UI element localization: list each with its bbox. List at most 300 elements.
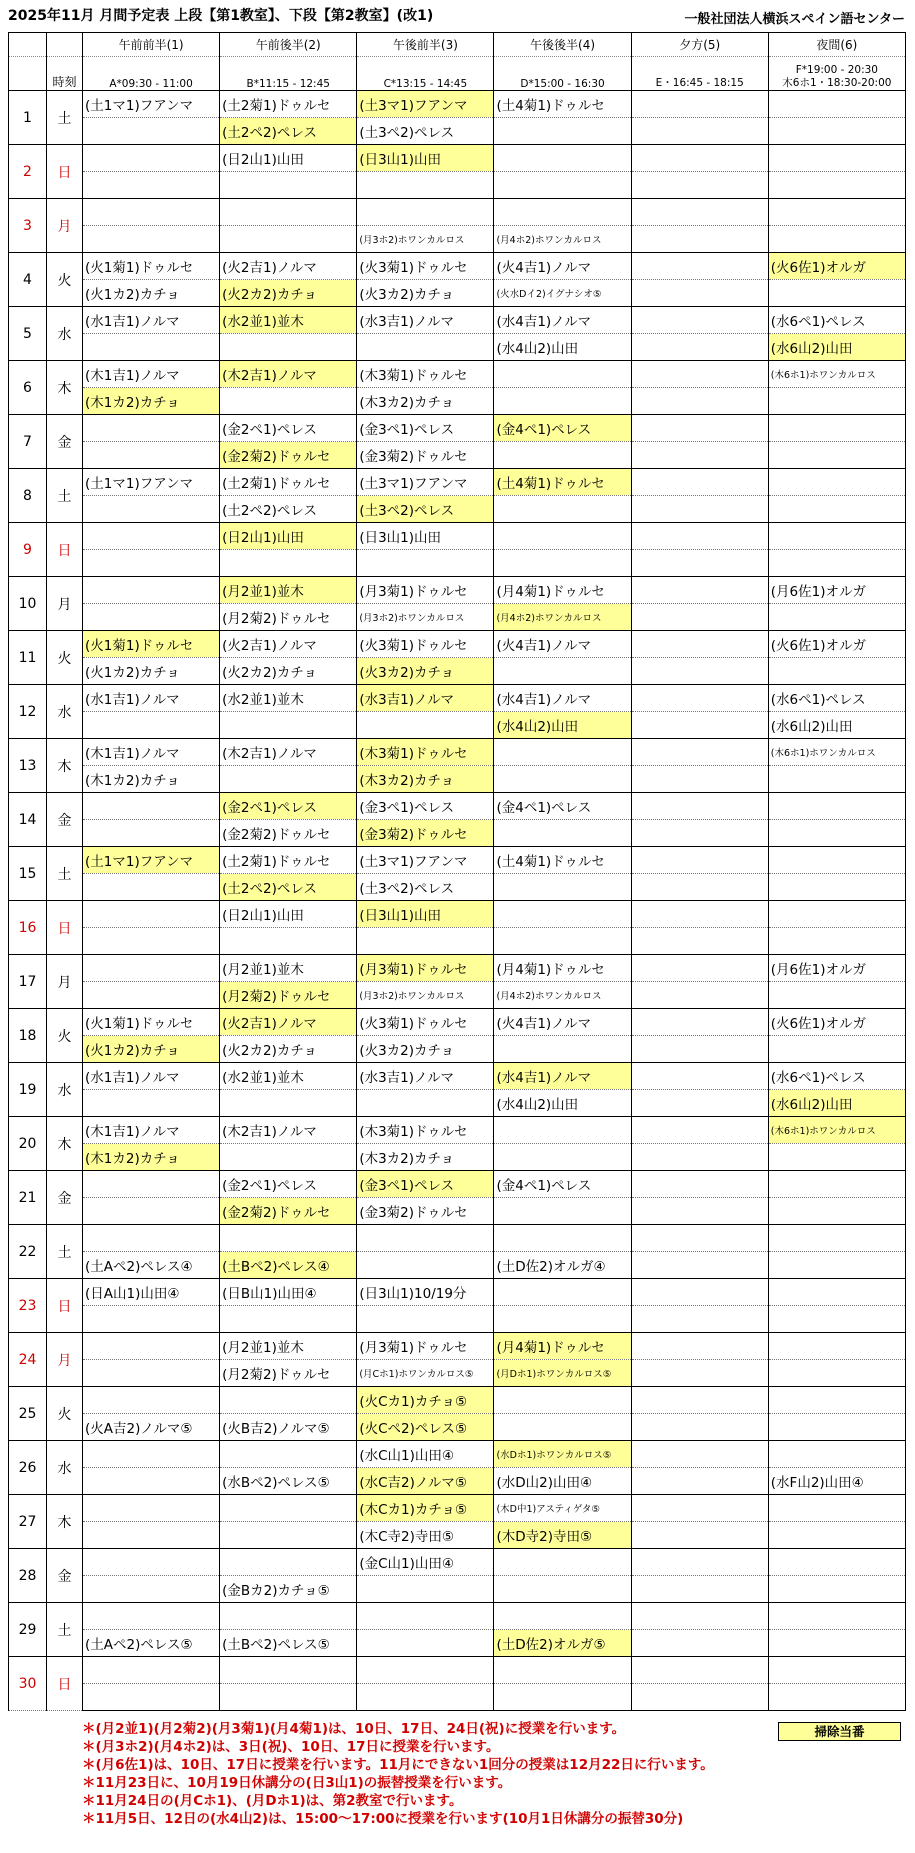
class-slot: (土3マ1)フアンマ <box>357 91 494 118</box>
empty-slot <box>631 901 768 928</box>
period-2-name: 午前後半(2) <box>220 33 357 57</box>
class-slot: (火2吉1)ノルマ <box>220 631 357 658</box>
class-slot: (火Cペ2)ペレス⑤ <box>357 1414 494 1441</box>
class-slot: (火2カ2)カチョ <box>220 658 357 685</box>
empty-slot <box>631 361 768 388</box>
day-number: 8 <box>9 469 47 523</box>
day-row-classroom-2 <box>9 496 906 523</box>
empty-slot <box>83 1495 220 1522</box>
empty-slot <box>83 1576 220 1603</box>
empty-slot <box>83 874 220 901</box>
class-slot: (金Bカ2)カチョ⑤ <box>220 1576 357 1603</box>
day-row-classroom-1 <box>9 1441 906 1468</box>
period-3-time: C*13:15 - 14:45 <box>357 57 494 91</box>
empty-slot <box>220 1522 357 1549</box>
day-row-classroom-2 <box>9 1576 906 1603</box>
day-row-classroom-2 <box>9 1144 906 1171</box>
weekday: 木 <box>47 361 83 415</box>
day-row-classroom-2 <box>9 874 906 901</box>
class-slot: (水Dホ1)ホワンカルロス⑤ <box>494 1441 631 1468</box>
class-slot: (木1吉1)ノルマ <box>83 739 220 766</box>
empty-slot <box>220 1603 357 1630</box>
class-slot: (日3山1)山田 <box>357 523 494 550</box>
class-slot: (日3山1)山田 <box>357 901 494 928</box>
empty-slot <box>768 1387 905 1414</box>
empty-slot <box>631 739 768 766</box>
class-slot: (木3カ2)カチョ <box>357 766 494 793</box>
day-row-classroom-1 <box>9 1495 906 1522</box>
empty-slot <box>631 334 768 361</box>
day-row-classroom-1 <box>9 1657 906 1684</box>
class-slot: (水2並1)並木 <box>220 307 357 334</box>
empty-slot <box>83 334 220 361</box>
class-slot: (火3菊1)ドゥルセ <box>357 1009 494 1036</box>
day-row-classroom-2 <box>9 1036 906 1063</box>
empty-slot <box>768 199 905 226</box>
day-number: 23 <box>9 1279 47 1333</box>
day-row-classroom-2 <box>9 118 906 145</box>
empty-slot <box>494 1657 631 1684</box>
empty-slot <box>220 766 357 793</box>
class-slot: (木1カ2)カチョ <box>83 388 220 415</box>
class-slot: (金2菊2)ドゥルセ <box>220 442 357 469</box>
empty-slot <box>768 1171 905 1198</box>
empty-slot <box>768 91 905 118</box>
day-row-classroom-1 <box>9 1117 906 1144</box>
day-row-classroom-1 <box>9 469 906 496</box>
day-row-classroom-1 <box>9 1279 906 1306</box>
weekday: 土 <box>47 469 83 523</box>
note-line: ＊11月23日に、10月19日休講分の(日3山1)の振替授業を行います。 <box>82 1775 512 1791</box>
empty-slot <box>83 955 220 982</box>
day-number: 28 <box>9 1549 47 1603</box>
class-slot: (金3菊2)ドゥルセ <box>357 1198 494 1225</box>
class-slot: (火1菊1)ドゥルセ <box>83 253 220 280</box>
class-slot: (土1マ1)フアンマ <box>83 847 220 874</box>
class-slot: (水3吉1)ノルマ <box>357 1063 494 1090</box>
class-slot: (水4山2)山田 <box>494 334 631 361</box>
note-line: ＊11月5日、12日の(水4山2)は、15:00～17:00に授業を行います(10月1日休講分の振替30分) <box>82 1811 684 1827</box>
class-slot: (土Aペ2)ペレス④ <box>83 1252 220 1279</box>
empty-slot <box>631 1603 768 1630</box>
day-row-classroom-1 <box>9 307 906 334</box>
empty-slot <box>631 1306 768 1333</box>
weekday: 日 <box>47 1279 83 1333</box>
class-slot: (土Bペ2)ペレス④ <box>220 1252 357 1279</box>
day-number: 22 <box>9 1225 47 1279</box>
class-slot: (火3カ2)カチョ <box>357 658 494 685</box>
period-4-name: 午後後半(4) <box>494 33 631 57</box>
empty-slot <box>768 766 905 793</box>
day-row-classroom-1 <box>9 631 906 658</box>
empty-slot <box>83 1603 220 1630</box>
class-slot: (火1菊1)ドゥルセ <box>83 1009 220 1036</box>
day-number: 18 <box>9 1009 47 1063</box>
day-row-classroom-2 <box>9 1468 906 1495</box>
class-slot: (火1カ2)カチョ <box>83 280 220 307</box>
empty-slot <box>631 631 768 658</box>
class-slot: (水6ペ1)ペレス <box>768 685 905 712</box>
empty-slot <box>631 1441 768 1468</box>
empty-slot <box>494 1576 631 1603</box>
period-6-name: 夜間(6) <box>768 33 905 57</box>
class-slot: (水4吉1)ノルマ <box>494 685 631 712</box>
class-slot: (水2並1)並木 <box>220 1063 357 1090</box>
weekday: 月 <box>47 199 83 253</box>
weekday: 月 <box>47 577 83 631</box>
empty-slot <box>494 145 631 172</box>
class-slot: (火B吉2)ノルマ⑤ <box>220 1414 357 1441</box>
empty-slot <box>768 1333 905 1360</box>
class-slot: (木2吉1)ノルマ <box>220 739 357 766</box>
empty-slot <box>83 1306 220 1333</box>
class-slot: (木1吉1)ノルマ <box>83 361 220 388</box>
period-1-time: A*09:30 - 11:00 <box>83 57 220 91</box>
empty-slot <box>83 1333 220 1360</box>
empty-slot <box>83 550 220 577</box>
class-slot: (土3ペ2)ペレス <box>357 874 494 901</box>
empty-slot <box>631 1144 768 1171</box>
class-slot: (水6ペ1)ペレス <box>768 1063 905 1090</box>
empty-slot <box>631 1198 768 1225</box>
empty-slot <box>631 550 768 577</box>
empty-slot <box>768 469 905 496</box>
empty-slot <box>494 1279 631 1306</box>
class-slot: (月4ホ2)ホワンカルロス <box>494 604 631 631</box>
empty-slot <box>357 550 494 577</box>
empty-slot <box>631 1036 768 1063</box>
empty-slot <box>631 874 768 901</box>
empty-slot <box>631 199 768 226</box>
empty-slot <box>768 1684 905 1711</box>
class-slot: (日2山1)山田 <box>220 145 357 172</box>
weekday: 日 <box>47 1657 83 1711</box>
class-slot: (木3菊1)ドゥルセ <box>357 1117 494 1144</box>
class-slot: (火1カ2)カチョ <box>83 658 220 685</box>
empty-slot <box>494 1414 631 1441</box>
empty-slot <box>768 388 905 415</box>
day-number: 6 <box>9 361 47 415</box>
empty-slot <box>357 172 494 199</box>
class-slot: (日2山1)山田 <box>220 901 357 928</box>
empty-slot <box>357 1252 494 1279</box>
class-slot: (月4菊1)ドゥルセ <box>494 577 631 604</box>
class-slot: (火2カ2)カチョ <box>220 1036 357 1063</box>
class-slot: (火3菊1)ドゥルセ <box>357 253 494 280</box>
period-6-time-thursday: 木6ホ1・18:30-20:00 <box>782 77 892 89</box>
empty-slot <box>631 1225 768 1252</box>
empty-slot <box>631 847 768 874</box>
note-line: ＊(月2並1)(月2菊2)(月3菊1)(月4菊1)は、10日、17日、24日(祝)に授業を行います。 <box>82 1721 626 1737</box>
empty-slot <box>220 712 357 739</box>
day-row-classroom-1 <box>9 1387 906 1414</box>
day-number: 24 <box>9 1333 47 1387</box>
class-slot: (土D佐2)オルガ④ <box>494 1252 631 1279</box>
empty-slot <box>494 361 631 388</box>
class-slot: (水4山2)山田 <box>494 712 631 739</box>
empty-slot <box>768 1576 905 1603</box>
class-slot: (木2吉1)ノルマ <box>220 1117 357 1144</box>
day-row-classroom-1 <box>9 1009 906 1036</box>
empty-slot <box>768 874 905 901</box>
class-slot: (月2菊2)ドゥルセ <box>220 1360 357 1387</box>
class-slot: (日3山1)10/19分 <box>357 1279 494 1306</box>
empty-slot <box>631 1576 768 1603</box>
empty-slot <box>768 1657 905 1684</box>
class-slot: (水3吉1)ノルマ <box>357 307 494 334</box>
empty-slot <box>768 1603 905 1630</box>
empty-slot <box>631 1252 768 1279</box>
class-slot: (土2ペ2)ペレス <box>220 118 357 145</box>
class-slot: (土3マ1)フアンマ <box>357 469 494 496</box>
class-slot: (水6ペ1)ペレス <box>768 307 905 334</box>
empty-slot <box>220 1225 357 1252</box>
day-row-classroom-2 <box>9 442 906 469</box>
empty-slot <box>768 1306 905 1333</box>
class-slot: (木1カ2)カチョ <box>83 766 220 793</box>
empty-slot <box>631 658 768 685</box>
empty-slot <box>768 658 905 685</box>
empty-slot <box>631 469 768 496</box>
class-slot: (月Dホ1)ホワンカルロス⑤ <box>494 1360 631 1387</box>
class-slot: (月4菊1)ドゥルセ <box>494 955 631 982</box>
class-slot: (土2ペ2)ペレス <box>220 496 357 523</box>
day-row-classroom-2 <box>9 766 906 793</box>
empty-slot <box>220 1306 357 1333</box>
empty-slot <box>631 91 768 118</box>
empty-slot <box>220 1090 357 1117</box>
class-slot: (金3ペ1)ペレス <box>357 415 494 442</box>
class-slot: (水4山2)山田 <box>494 1090 631 1117</box>
empty-slot <box>494 901 631 928</box>
empty-slot <box>631 1684 768 1711</box>
class-slot: (火2カ2)カチョ <box>220 280 357 307</box>
empty-slot <box>631 145 768 172</box>
day-row-classroom-1 <box>9 1225 906 1252</box>
day-number: 16 <box>9 901 47 955</box>
empty-slot <box>494 820 631 847</box>
class-slot: (水3吉1)ノルマ <box>357 685 494 712</box>
day-row-classroom-2 <box>9 820 906 847</box>
empty-slot <box>631 496 768 523</box>
class-slot: (火3菊1)ドゥルセ <box>357 631 494 658</box>
class-slot: (木D寺2)寺田⑤ <box>494 1522 631 1549</box>
empty-slot <box>494 928 631 955</box>
day-row-classroom-2 <box>9 1252 906 1279</box>
class-slot: (土4菊1)ドゥルセ <box>494 847 631 874</box>
empty-slot <box>631 1495 768 1522</box>
class-slot: (金2ペ1)ペレス <box>220 1171 357 1198</box>
day-row-classroom-2 <box>9 388 906 415</box>
class-slot: (木C寺2)寺田⑤ <box>357 1522 494 1549</box>
empty-slot <box>494 1684 631 1711</box>
class-slot: (土2菊1)ドゥルセ <box>220 847 357 874</box>
day-row-classroom-2 <box>9 1090 906 1117</box>
empty-slot <box>494 172 631 199</box>
class-slot: (火6佐1)オルガ <box>768 253 905 280</box>
day-row-classroom-2 <box>9 928 906 955</box>
period-6-time-main: F*19:00 - 20:30 <box>795 64 878 76</box>
weekday: 日 <box>47 145 83 199</box>
empty-slot <box>768 847 905 874</box>
empty-slot <box>631 1090 768 1117</box>
note-line: ＊(月6佐1)は、10日、17日に授業を行います。11月にできない1回分の授業は12月22日に行います。 <box>82 1757 714 1773</box>
empty-slot <box>357 1603 494 1630</box>
class-slot: (火1カ2)カチョ <box>83 1036 220 1063</box>
empty-slot <box>631 1063 768 1090</box>
header-row-times <box>9 57 906 91</box>
empty-slot <box>631 1333 768 1360</box>
day-number: 19 <box>9 1063 47 1117</box>
class-slot: (木3カ2)カチョ <box>357 388 494 415</box>
empty-slot <box>83 1684 220 1711</box>
class-slot: (金4ペ1)ペレス <box>494 793 631 820</box>
empty-slot <box>768 415 905 442</box>
class-slot: (月3菊1)ドゥルセ <box>357 577 494 604</box>
class-slot: (水6山2)山田 <box>768 334 905 361</box>
empty-slot <box>494 118 631 145</box>
empty-slot <box>631 820 768 847</box>
empty-slot <box>83 118 220 145</box>
day-number: 25 <box>9 1387 47 1441</box>
day-row-classroom-1 <box>9 1549 906 1576</box>
day-number: 4 <box>9 253 47 307</box>
empty-slot <box>631 1171 768 1198</box>
weekday: 月 <box>47 1333 83 1387</box>
empty-slot <box>357 1657 494 1684</box>
empty-slot <box>220 334 357 361</box>
empty-slot <box>83 1522 220 1549</box>
class-slot: (月2並1)並木 <box>220 1333 357 1360</box>
class-slot: (月6佐1)オルガ <box>768 577 905 604</box>
empty-slot <box>631 604 768 631</box>
class-slot: (土D佐2)オルガ⑤ <box>494 1630 631 1657</box>
empty-slot <box>768 1198 905 1225</box>
day-row-classroom-1 <box>9 361 906 388</box>
class-slot: (火6佐1)オルガ <box>768 631 905 658</box>
day-row-classroom-2 <box>9 982 906 1009</box>
day-row-classroom-1 <box>9 523 906 550</box>
period-5-name: 夕方(5) <box>631 33 768 57</box>
empty-slot <box>83 145 220 172</box>
empty-slot <box>220 1144 357 1171</box>
empty-slot <box>494 1549 631 1576</box>
class-slot: (金2ペ1)ペレス <box>220 793 357 820</box>
class-slot: (水4吉1)ノルマ <box>494 307 631 334</box>
class-slot: (金4ペ1)ペレス <box>494 1171 631 1198</box>
class-slot: (土1マ1)フアンマ <box>83 469 220 496</box>
empty-slot <box>631 1522 768 1549</box>
empty-slot <box>83 523 220 550</box>
empty-slot <box>83 1090 220 1117</box>
day-row-classroom-1 <box>9 199 906 226</box>
weekday: 土 <box>47 1603 83 1657</box>
empty-slot <box>631 712 768 739</box>
day-number: 9 <box>9 523 47 577</box>
class-slot: (日B山1)山田④ <box>220 1279 357 1306</box>
weekday: 金 <box>47 415 83 469</box>
day-row-classroom-2 <box>9 280 906 307</box>
empty-slot <box>631 982 768 1009</box>
class-slot: (水1吉1)ノルマ <box>83 307 220 334</box>
class-slot: (金3ペ1)ペレス <box>357 793 494 820</box>
header-row-periods <box>9 33 906 57</box>
empty-slot <box>83 1657 220 1684</box>
empty-slot <box>768 793 905 820</box>
empty-slot <box>631 766 768 793</box>
empty-slot <box>768 928 905 955</box>
day-row-classroom-1 <box>9 1603 906 1630</box>
class-slot: (火水Dイ2)イグナシオ⑤ <box>494 280 631 307</box>
day-row-classroom-2 <box>9 1306 906 1333</box>
schedule-body <box>9 91 906 1711</box>
weekday: 火 <box>47 253 83 307</box>
day-row-classroom-2 <box>9 550 906 577</box>
period-6-time <box>768 57 905 91</box>
day-number: 15 <box>9 847 47 901</box>
empty-slot <box>494 874 631 901</box>
class-slot: (月4ホ2)ホワンカルロス <box>494 982 631 1009</box>
class-slot: (水1吉1)ノルマ <box>83 685 220 712</box>
day-row-classroom-2 <box>9 1522 906 1549</box>
weekday: 水 <box>47 1441 83 1495</box>
empty-slot <box>83 415 220 442</box>
empty-slot <box>494 1198 631 1225</box>
day-row-classroom-1 <box>9 1171 906 1198</box>
class-slot: (火2吉1)ノルマ <box>220 253 357 280</box>
class-slot: (水Bペ2)ペレス⑤ <box>220 1468 357 1495</box>
empty-slot <box>220 1684 357 1711</box>
empty-slot <box>220 1441 357 1468</box>
class-slot: (水6山2)山田 <box>768 1090 905 1117</box>
empty-slot <box>83 1171 220 1198</box>
class-slot: (月3菊1)ドゥルセ <box>357 1333 494 1360</box>
class-slot: (金4ペ1)ペレス <box>494 415 631 442</box>
weekday: 土 <box>47 847 83 901</box>
class-slot: (土1マ1)フアンマ <box>83 91 220 118</box>
class-slot: (火4吉1)ノルマ <box>494 1009 631 1036</box>
empty-slot <box>768 1630 905 1657</box>
empty-slot <box>494 766 631 793</box>
empty-slot <box>83 928 220 955</box>
class-slot: (土2ペ2)ペレス <box>220 874 357 901</box>
class-slot: (月2並1)並木 <box>220 577 357 604</box>
day-row-classroom-2 <box>9 1198 906 1225</box>
empty-slot <box>631 1468 768 1495</box>
empty-slot <box>494 1387 631 1414</box>
empty-slot <box>357 1306 494 1333</box>
day-row-classroom-1 <box>9 739 906 766</box>
class-slot: (火Cカ1)カチョ⑤ <box>357 1387 494 1414</box>
empty-slot <box>83 172 220 199</box>
class-slot: (金3ペ1)ペレス <box>357 1171 494 1198</box>
day-row-classroom-2 <box>9 658 906 685</box>
day-number: 13 <box>9 739 47 793</box>
empty-slot <box>631 1387 768 1414</box>
empty-slot <box>631 1009 768 1036</box>
class-slot: (月4菊1)ドゥルセ <box>494 1333 631 1360</box>
day-row-classroom-2 <box>9 1360 906 1387</box>
class-slot: (火2吉1)ノルマ <box>220 1009 357 1036</box>
day-number: 5 <box>9 307 47 361</box>
empty-slot <box>768 1522 905 1549</box>
weekday: 木 <box>47 1117 83 1171</box>
header-weekday-blank <box>47 33 83 57</box>
empty-slot <box>494 523 631 550</box>
class-slot: (金3菊2)ドゥルセ <box>357 820 494 847</box>
day-row-classroom-2 <box>9 604 906 631</box>
period-4-time: D*15:00 - 16:30 <box>494 57 631 91</box>
